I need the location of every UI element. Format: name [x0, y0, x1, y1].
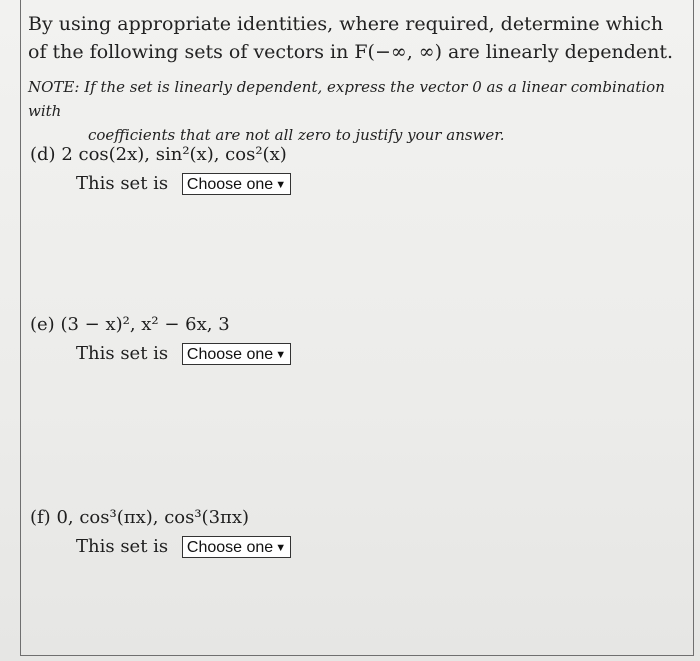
item-label: (d) — [30, 144, 56, 165]
item-label: (f) — [30, 507, 51, 528]
item-expression-row — [30, 142, 291, 168]
answer-row — [76, 340, 291, 368]
item-expression-row — [30, 312, 291, 338]
item-label: (e) — [30, 314, 55, 335]
answer-row — [76, 170, 291, 198]
question-item-d — [30, 142, 291, 198]
answer-prompt: This set is — [76, 343, 169, 364]
dropdown-value: Choose one — [186, 346, 274, 364]
question-intro: By using appropriate identities, where required, determine which of the following sets of vectors in F(−∞, ∞) are linearly dependent. — [28, 13, 674, 63]
item-expression: (3 − x)², x² − 6x, 3 — [60, 314, 230, 335]
note-text — [28, 75, 668, 147]
note-line-2: coefficients that are not all zero to justify your answer. — [88, 126, 505, 144]
answer-prompt: This set is — [76, 536, 169, 557]
question-item-f — [30, 505, 291, 561]
item-expression: 2 cos(2x), sin²(x), cos²(x) — [61, 144, 287, 165]
note-line-1: NOTE: If the set is linearly dependent, express the vector 0 as a linear combination with — [28, 78, 665, 120]
caret-down-icon: ▼ — [275, 179, 287, 191]
dropdown-value: Choose one — [186, 539, 274, 557]
caret-down-icon: ▼ — [275, 349, 287, 361]
caret-down-icon: ▼ — [275, 542, 287, 554]
answer-row — [76, 533, 291, 561]
dropdown-value: Choose one — [186, 176, 274, 194]
choose-one-dropdown[interactable] — [182, 536, 291, 558]
question-item-e — [30, 312, 291, 368]
choose-one-dropdown[interactable] — [182, 343, 291, 365]
item-expression: 0, cos³(πx), cos³(3πx) — [56, 507, 250, 528]
answer-prompt: This set is — [76, 173, 169, 194]
choose-one-dropdown[interactable] — [182, 173, 291, 195]
item-expression-row — [30, 505, 291, 531]
